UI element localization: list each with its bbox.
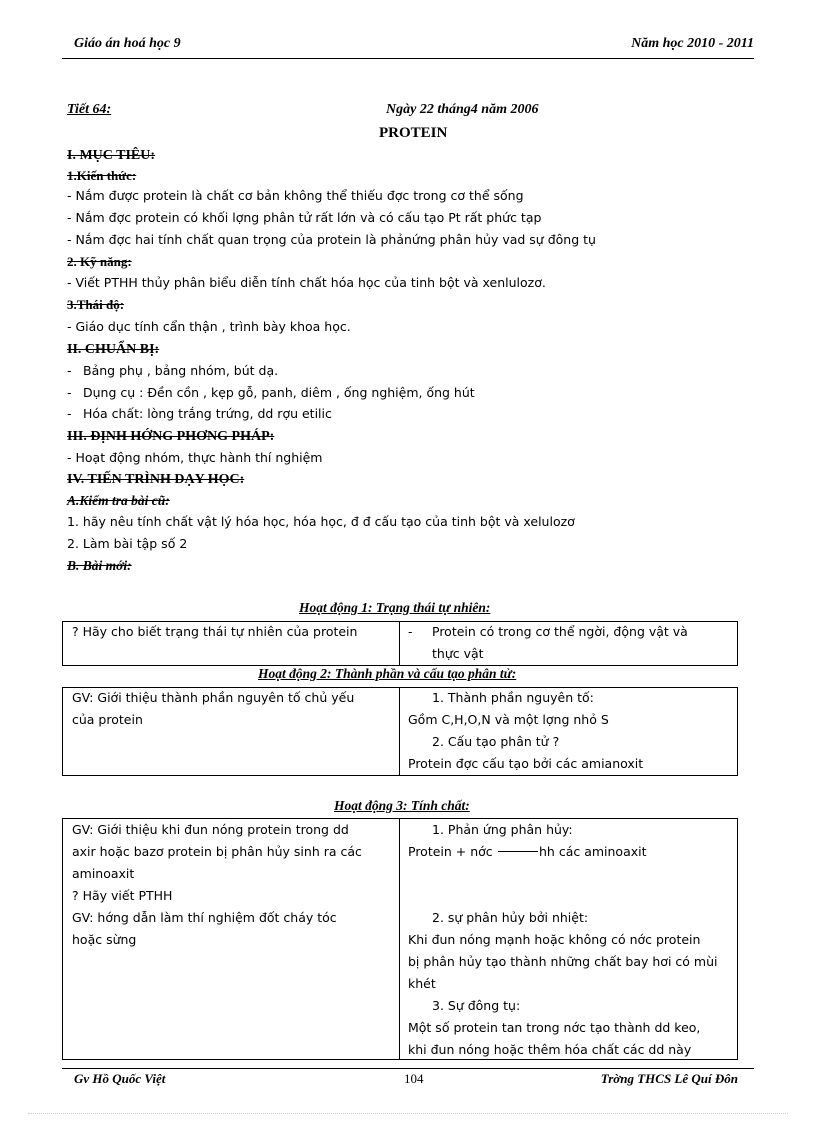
activity3-divider: [399, 818, 400, 1060]
section3-heading: III. ĐỊNH HỚNG PHƠNG PHÁP:: [67, 429, 275, 444]
activity3-left-line-6: hoặc sừng: [72, 932, 137, 947]
activity1-divider: [399, 621, 400, 666]
attitude-line-1: - Giáo dục tính cẩn thận , trình bày khoa học.: [67, 319, 351, 334]
lesson-period: Tiết 64:: [67, 102, 112, 117]
activity2-right-line-4: Protein đợc cấu tạo bởi các amianoxit: [408, 756, 644, 771]
review-line-2: 2. Làm bài tập số 2: [67, 536, 188, 551]
page-number: 104: [404, 1071, 424, 1086]
activity2-left-line-1: GV: Giới thiệu thành phần nguyên tố chủ yếu: [72, 690, 355, 705]
activity1-right-line-1: Protein có trong cơ thể ngời, động vật và: [432, 624, 688, 639]
section4-heading: IV. TIẾN TRÌNH DẠY HỌC:: [67, 472, 245, 487]
activity3-right-line-4: 2. sự phân hủy bởi nhiệt:: [432, 910, 589, 925]
knowledge-heading: 1.Kiến thức:: [67, 168, 137, 183]
header-rule: [62, 58, 754, 59]
review-line-1: 1. hãy nêu tính chất vật lý hóa học, hóa học, đ đ cấu tạo của tinh bột và xelulozơ: [67, 514, 575, 529]
activity3-right-line-6: bị phân hủy tạo thành những chất bay hơi có mùi: [408, 954, 718, 969]
header-school-year: Năm học 2010 - 2011: [631, 36, 754, 51]
header-subject: Giáo án hoá học 9: [74, 36, 181, 51]
lesson-title: PROTEIN: [379, 125, 448, 141]
skills-heading: 2. Kỹ năng:: [67, 254, 132, 269]
prep-item-text: Hóa chất: lòng trắng trứng, dd rợu etilic: [83, 406, 332, 421]
footer-teacher: Gv Hồ Quốc Việt: [74, 1071, 166, 1086]
activity3-left-line-1: GV: Giới thiệu khi đun nóng protein trong dd: [72, 822, 349, 837]
activity3-right-line-1: 1. Phản ứng phân hủy:: [432, 822, 573, 837]
activity3-right-line-2: Protein + nớc: [408, 844, 493, 859]
activity3-title: Hoạt động 3: Tính chất:: [334, 798, 470, 813]
activity3-right-line-3: hh các aminoaxit: [539, 844, 647, 859]
activity3-right-line-9: Một số protein tan trong nớc tạo thành dd keo,: [408, 1020, 701, 1035]
prep-item-3: [67, 406, 332, 421]
section1-heading: I. MỤC TIÊU:: [67, 148, 156, 163]
activity2-left-line-2: của protein: [72, 712, 143, 727]
new-lesson-heading: B. Bài mới:: [67, 558, 132, 573]
footer-school: Trờng THCS Lê Quí Đôn: [600, 1071, 738, 1086]
activity3-left-line-5: GV: hớng dẫn làm thí nghiệm đốt cháy tóc: [72, 910, 337, 925]
page-bottom-dotted-rule: [28, 1113, 788, 1114]
activity2-right-line-3: 2. Cấu tạo phân tử ?: [432, 734, 560, 749]
activity3-left-line-2: axir hoặc bazơ protein bị phân hủy sinh ra các: [72, 844, 362, 859]
activity2-right-line-2: Gồm C,H,O,N và một lợng nhỏ S: [408, 712, 609, 727]
lesson-date: Ngày 22 tháng4 năm 2006: [386, 102, 539, 117]
activity3-right-line-5: Khi đun nóng mạnh hoặc không có nớc protein: [408, 932, 701, 947]
knowledge-line-1: - Nắm được protein là chất cơ bản không thể thiếu đợc trong cơ thể sống: [67, 188, 524, 203]
bullet-dash: -: [67, 406, 72, 421]
review-heading: A.Kiểm tra bài cũ:: [67, 493, 170, 508]
activity2-right-line-1: 1. Thành phần nguyên tố:: [432, 690, 594, 705]
method-line-1: - Hoạt động nhóm, thực hành thí nghiệm: [67, 450, 323, 465]
activity1-bullet: -: [408, 624, 413, 639]
activity3-right-line-7: khét: [408, 976, 436, 991]
bullet-dash: -: [67, 385, 72, 400]
activity2-title: Hoạt động 2: Thành phần và cấu tạo phân tử:: [258, 666, 517, 681]
knowledge-line-3: - Nắm đợc hai tính chất quan trọng của protein là phảnứng phân hủy vad sự đông tụ: [67, 232, 596, 247]
prep-item-text: Dụng cụ : Đền cồn , kẹp gỗ, panh, diêm , ống nghiệm, ống hút: [83, 385, 475, 400]
footer-rule: [62, 1068, 754, 1069]
bullet-dash: -: [67, 363, 72, 378]
activity1-title: Hoạt động 1: Trạng thái tự nhiên:: [299, 600, 491, 615]
knowledge-line-2: - Nắm đợc protein có khối lợng phân tử rất lớn và có cấu tạo Pt rất phức tạp: [67, 210, 542, 225]
activity1-left-line: ? Hãy cho biết trạng thái tự nhiên của protein: [72, 624, 358, 639]
activity3-left-line-3: aminoaxit: [72, 866, 135, 881]
activity3-right-line-10: khi đun nóng hoặc thêm hóa chất các dd này: [408, 1042, 692, 1057]
reaction-arrow-icon: [498, 851, 538, 852]
prep-item-text: Bảng phụ , bảng nhóm, bút dạ.: [83, 363, 279, 378]
skills-line-1: - Viết PTHH thủy phân biểu diễn tính chất hóa học của tinh bột và xenlulozơ.: [67, 275, 546, 290]
activity1-right-line-2: thực vật: [432, 646, 484, 661]
activity3-right-line-8: 3. Sự đông tụ:: [432, 998, 521, 1013]
prep-item-2: [67, 385, 475, 400]
attitude-heading: 3.Thái độ:: [67, 297, 125, 312]
section2-heading: II. CHUẨN BỊ:: [67, 342, 160, 357]
activity2-divider: [399, 687, 400, 776]
activity3-left-line-4: ? Hãy viết PTHH: [72, 888, 173, 903]
prep-item-1: [67, 363, 278, 378]
